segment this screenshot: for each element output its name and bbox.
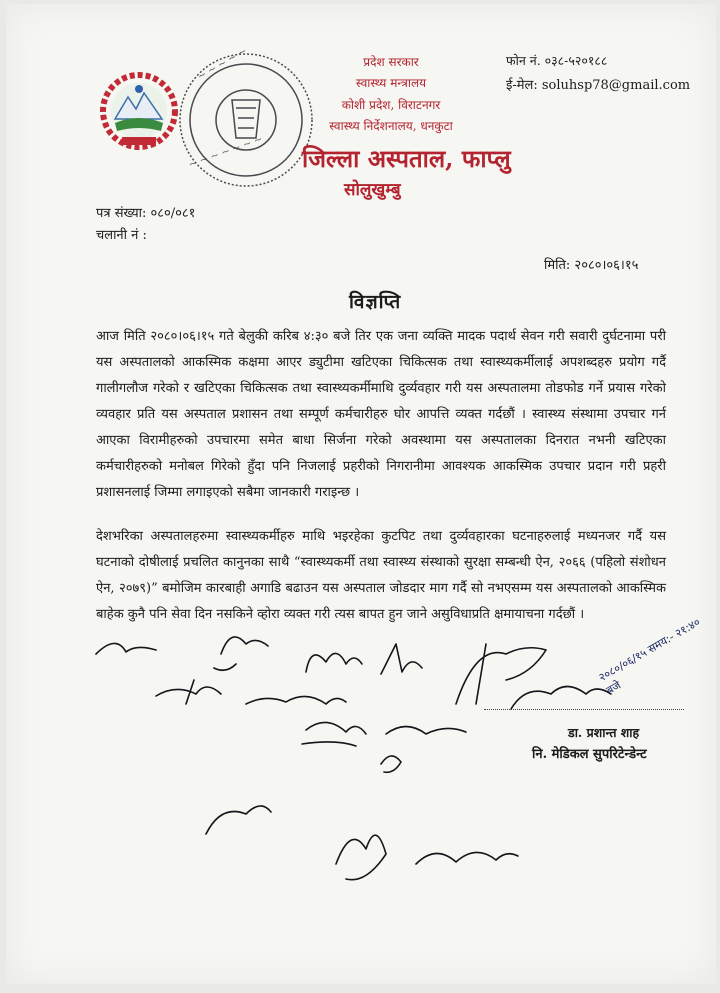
body-paragraph-2: देशभरिका अस्पतालहरुमा स्वास्थ्यकर्मीहरु माथि भइरहेका कुटपिट तथा दुर्व्यवहारका घटनाहरुलाई मध्यनजर गर्दै यस घटनाको दोषीलाई प्रचलित कानुनका साथै “स्वास्थ्यकर्मी तथा स्वास्थ्य संस्थाको सुरक्षा सम्बन्धी ऐन, २०६६ (पहिलो संशोधन ऐन, २०७९)” बमोजिम कारबाही अगाडि बढाउन यस अस्पताल जोडदार माग गर्दै सो नभएसम्म यस अस्पतालको आकस्मिक बाहेक कुनै पनि सेवा दिन नसकिने व्होरा व्यक्त गरी त्यस बापत हुन जाने असुविधाप्रति क्षमायाचना गर्दछौं ।: [96, 529, 666, 622]
svg-text:~ ~ ~ ~ ~ ~ ~: ~ ~ ~ ~ ~ ~ ~: [187, 133, 265, 171]
svg-text:~ ~ ~ ~ ~: ~ ~ ~ ~ ~: [196, 45, 249, 83]
header-line-1: प्रदेश सरकार: [363, 55, 419, 69]
handwritten-date: २०८०/०६/१५ समय:- २१:४० बजे: [596, 615, 703, 698]
email-address: ई-मेल: soluhsp78@gmail.com: [506, 78, 691, 93]
header-line-2: स्वास्थ्य मन्त्रालय: [355, 76, 427, 90]
signatory-name: डा. प्रशान्त शाह: [568, 725, 640, 740]
phone-number: फोन नं. ०३८-५२०१८८: [506, 53, 608, 68]
header-line-3: कोशी प्रदेश, विराटनगर: [341, 98, 441, 112]
signature-line: [484, 709, 684, 710]
letter-date: मिति: २०८०।०६।१५: [544, 258, 639, 273]
letter-page: [6, 4, 716, 984]
notice-title: विज्ञप्ति: [349, 291, 402, 313]
header-line-4: स्वास्थ्य निर्देशनालय, धनकुटा: [329, 119, 453, 133]
signatory-title: नि. मेडिकल सुपरिटेन्डेन्ट: [532, 747, 647, 762]
body-paragraph-1: आज मिति २०८०।०६।१५ गते बेलुकी करिब ४:३० बजे तिर एक जना व्यक्ति मादक पदार्थ सेवन गरी सवारी दुर्घटनामा परी यस अस्पतालको आकस्मिक कक्षमा आएर ड्युटीमा खटिएका चिकित्सक तथा स्वास्थ्यकर्मीलाई अपशब्दहरु प्रयोग गर्दै गालीगलौज गरेको र खटिएका चिकित्सक तथा स्वास्थ्यकर्मीमाथि दुर्व्यवहार गरी यस अस्पतालमा तोडफोड गर्ने प्रयास गरेको व्यवहार प्रति यस अस्पताल प्रशासन तथा सम्पूर्ण कर्मचारीहरु घोर आपत्ति व्यक्त गर्दछौं । स्वास्थ्य संस्थामा उपचार गर्न आएका विरामीहरुको उपचारमा समेत बाधा सिर्जना गरेको अवस्थामा यस अस्पतालका दिनरात नभनी खटिएका कर्मचारीहरुको मनोबल गिरेको हुँदा पनि निजलाई प्रहरीको निगरानीमा आवश्यक आकस्मिक उपचार प्रदान गरी प्रहरी प्रशासनलाई जिम्मा लगाइएको सबैमा जानकारी गराइन्छ ।: [96, 329, 666, 500]
office-stamp-icon: [172, 40, 320, 200]
hospital-name: जिल्ला अस्पताल, फाप्लु: [302, 144, 511, 173]
district-name: सोलुखुम्बु: [344, 180, 401, 200]
letter-number: पत्र संख्या: ०८०/०८१: [96, 206, 196, 221]
nepal-emblem-icon: [98, 67, 180, 155]
dispatch-number: चलानी नं :: [96, 228, 147, 243]
